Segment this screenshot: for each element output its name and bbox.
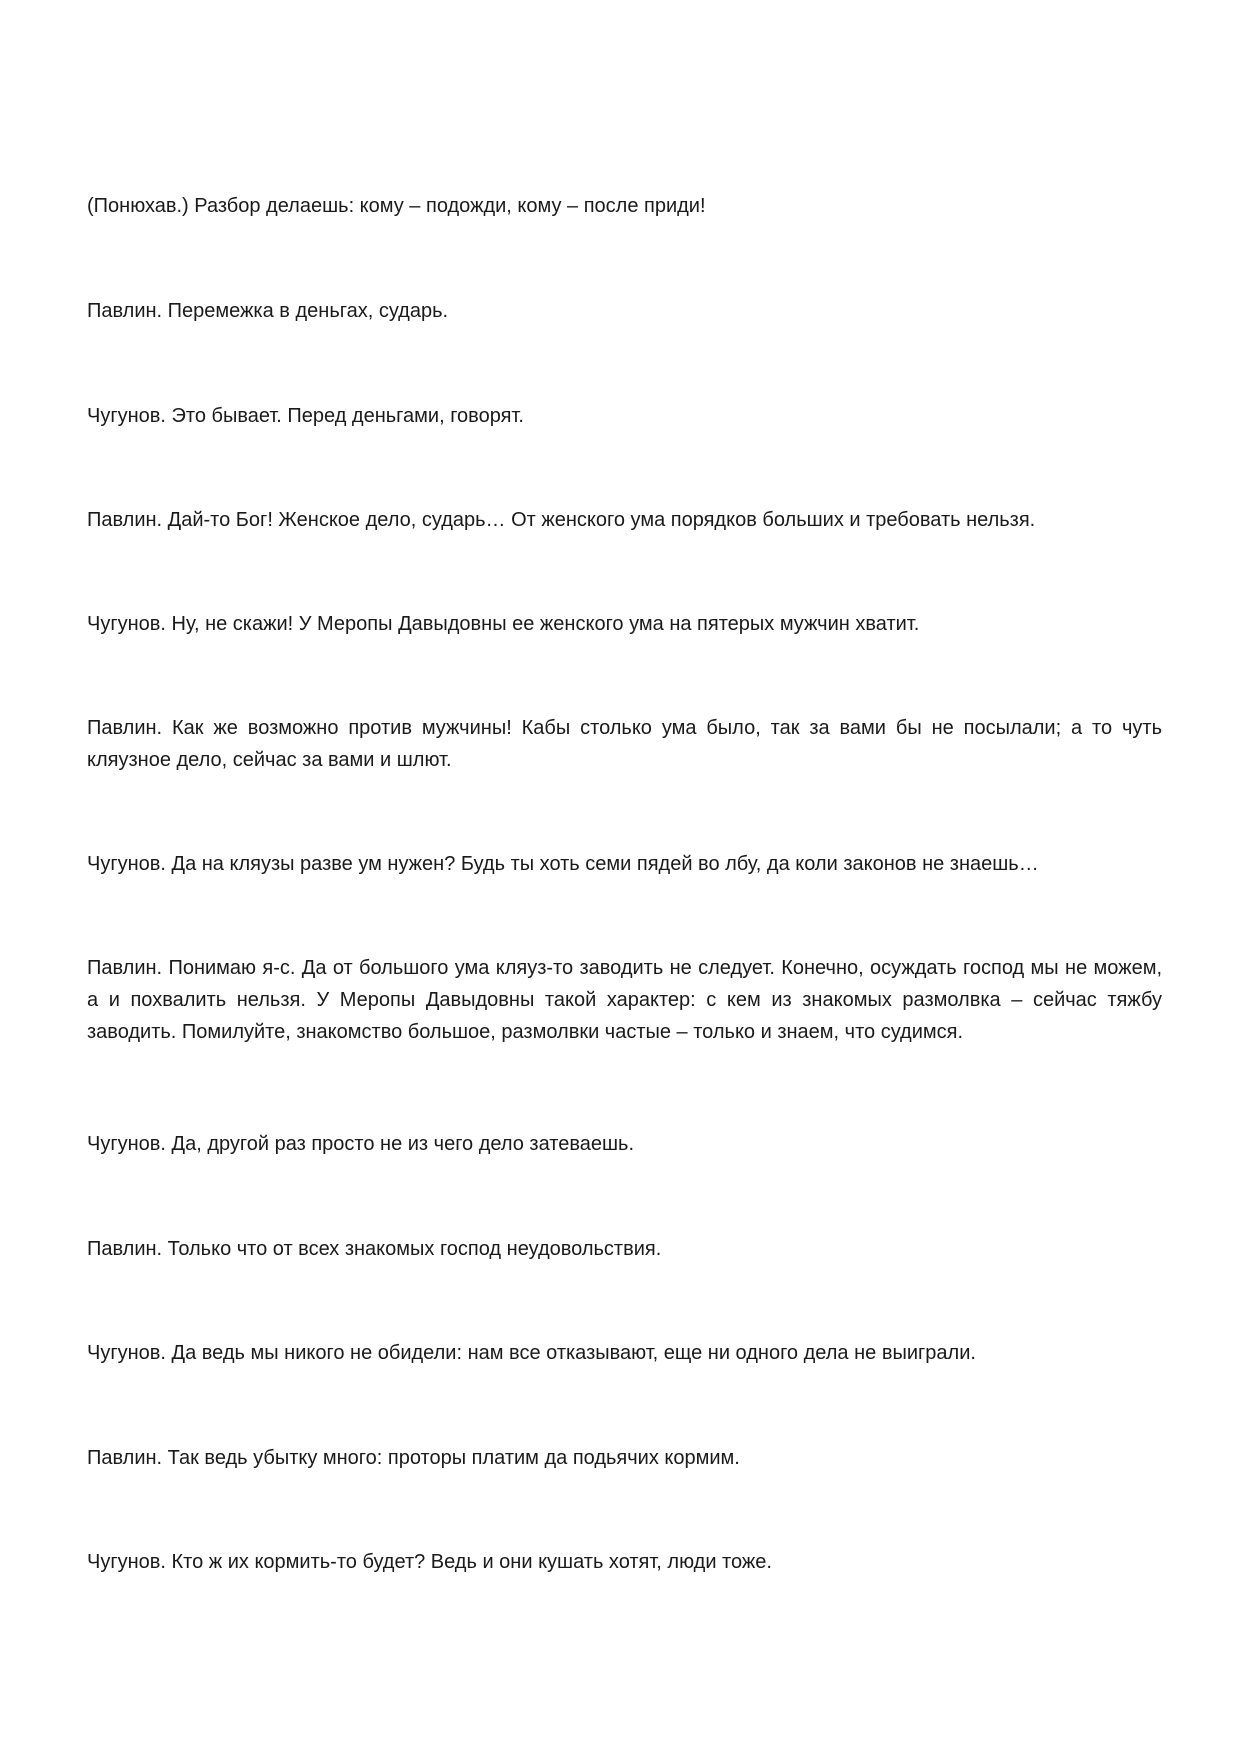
paragraph: (Понюхав.) Разбор делаешь: кому – подожди, кому – после приди! [87,195,706,217]
paragraph: Павлин. Так ведь убытку много: проторы платим да подьячих кормим. [87,1447,740,1469]
paragraph: Чугунов. Кто ж их кормить-то будет? Ведь и они кушать хотят, люди тоже. [87,1551,772,1573]
paragraph: Чугунов. Да на кляузы разве ум нужен? Будь ты хоть семи пядей во лбу, да коли законов не знаешь… [87,853,1039,875]
paragraph: Павлин. Только что от всех знакомых господ неудовольствия. [87,1238,662,1260]
paragraph: Павлин. Как же возможно против мужчины! Кабы столько ума было, так за вами бы не посылали; а то чуть кляузное дело, сейчас за вами и шлют. [87,717,1162,771]
paragraph: Павлин. Дай-то Бог! Женское дело, сударь… От женского ума порядков больших и требовать нельзя. [87,509,1036,531]
paragraph: Павлин. Перемежка в деньгах, сударь. [87,300,449,322]
paragraph: Павлин. Понимаю я-с. Да от большого ума кляуз-то заводить не следует. Конечно, осуждать господ мы не можем, а и похвалить нельзя. У Меропы Давыдовны такой характер: с кем из знакомых размолвка – сейчас тяжбу заводить. Помилуйте, знакомство большое, размолвки частые – только и знаем, что судимся. [87,957,1162,1043]
paragraph: Чугунов. Ну, не скажи! У Меропы Давыдовны ее женского ума на пятерых мужчин хватит. [87,613,920,635]
paragraph: Чугунов. Это бывает. Перед деньгами, говорят. [87,405,524,427]
paragraph: Чугунов. Да ведь мы никого не обидели: нам все отказывают, еще ни одного дела не выиграли. [87,1342,976,1364]
paragraph: Чугунов. Да, другой раз просто не из чего дело затеваешь. [87,1133,635,1155]
